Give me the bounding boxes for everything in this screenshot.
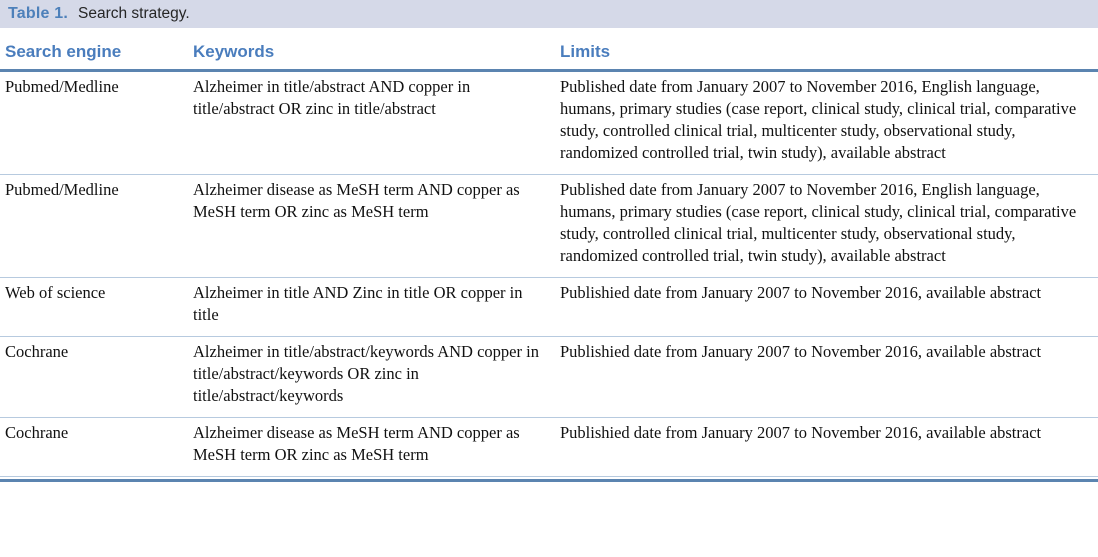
table-row (0, 71, 1098, 175)
cell-limits: Publishied date from January 2007 to November 2016, available abstract (555, 337, 1098, 418)
search-strategy-table (0, 38, 1098, 477)
cell-keywords: Alzheimer in title/abstract AND copper in title/abstract OR zinc in title/abstract (193, 77, 471, 118)
cell-keywords: Alzheimer disease as MeSH term AND copper as MeSH term OR zinc as MeSH term (188, 418, 555, 477)
table-number-label: Table 1. (8, 5, 68, 22)
cell-keywords: Alzheimer disease as MeSH term AND copper as MeSH term OR zinc as MeSH term (188, 175, 555, 278)
column-header-keywords: Keywords (188, 38, 555, 71)
cell-keywords: Alzheimer in title/abstract/keywords AND copper in title/abstract/keywords OR zinc in title/abstract/keywords (188, 337, 555, 418)
cell-limits: Published date from January 2007 to November 2016, English language, humans, primary studies (case report, clinical study, clinical trial, comparative study, controlled clinical trial, multicenter study, observational study, randomized controlled trial, twin study), available abstract (555, 175, 1098, 278)
table-caption-bar (0, 0, 1098, 28)
table-row (0, 175, 1098, 278)
cell-search-engine: Cochrane (0, 337, 188, 418)
table-row (0, 337, 1098, 418)
column-header-search-engine: Search engine (0, 38, 188, 71)
table-row (0, 418, 1098, 477)
cell-limits: Publishied date from January 2007 to November 2016, available abstract (555, 278, 1098, 337)
cell-search-engine: Pubmed/Medline (5, 77, 119, 96)
cell-limits: Published date from January 2007 to November 2016, English language, humans, primary studies (case report, clinical study, clinical trial, comparative study, controlled clinical trial, multicenter study, observational study, randomized controlled trial, twin study), available abstract (560, 77, 1077, 162)
table-row (0, 278, 1098, 337)
table-bottom-rule (0, 479, 1098, 482)
column-header-limits: Limits (555, 38, 1098, 71)
cell-search-engine: Web of science (0, 278, 188, 337)
table-body (0, 71, 1098, 477)
table-caption-text: Search strategy. (78, 5, 190, 22)
cell-limits: Publishied date from January 2007 to November 2016, available abstract (555, 418, 1098, 477)
table-header (0, 38, 1098, 71)
cell-keywords: Alzheimer in title AND Zinc in title OR copper in title (188, 278, 555, 337)
cell-search-engine: Pubmed/Medline (0, 175, 188, 278)
cell-search-engine: Cochrane (0, 418, 188, 477)
